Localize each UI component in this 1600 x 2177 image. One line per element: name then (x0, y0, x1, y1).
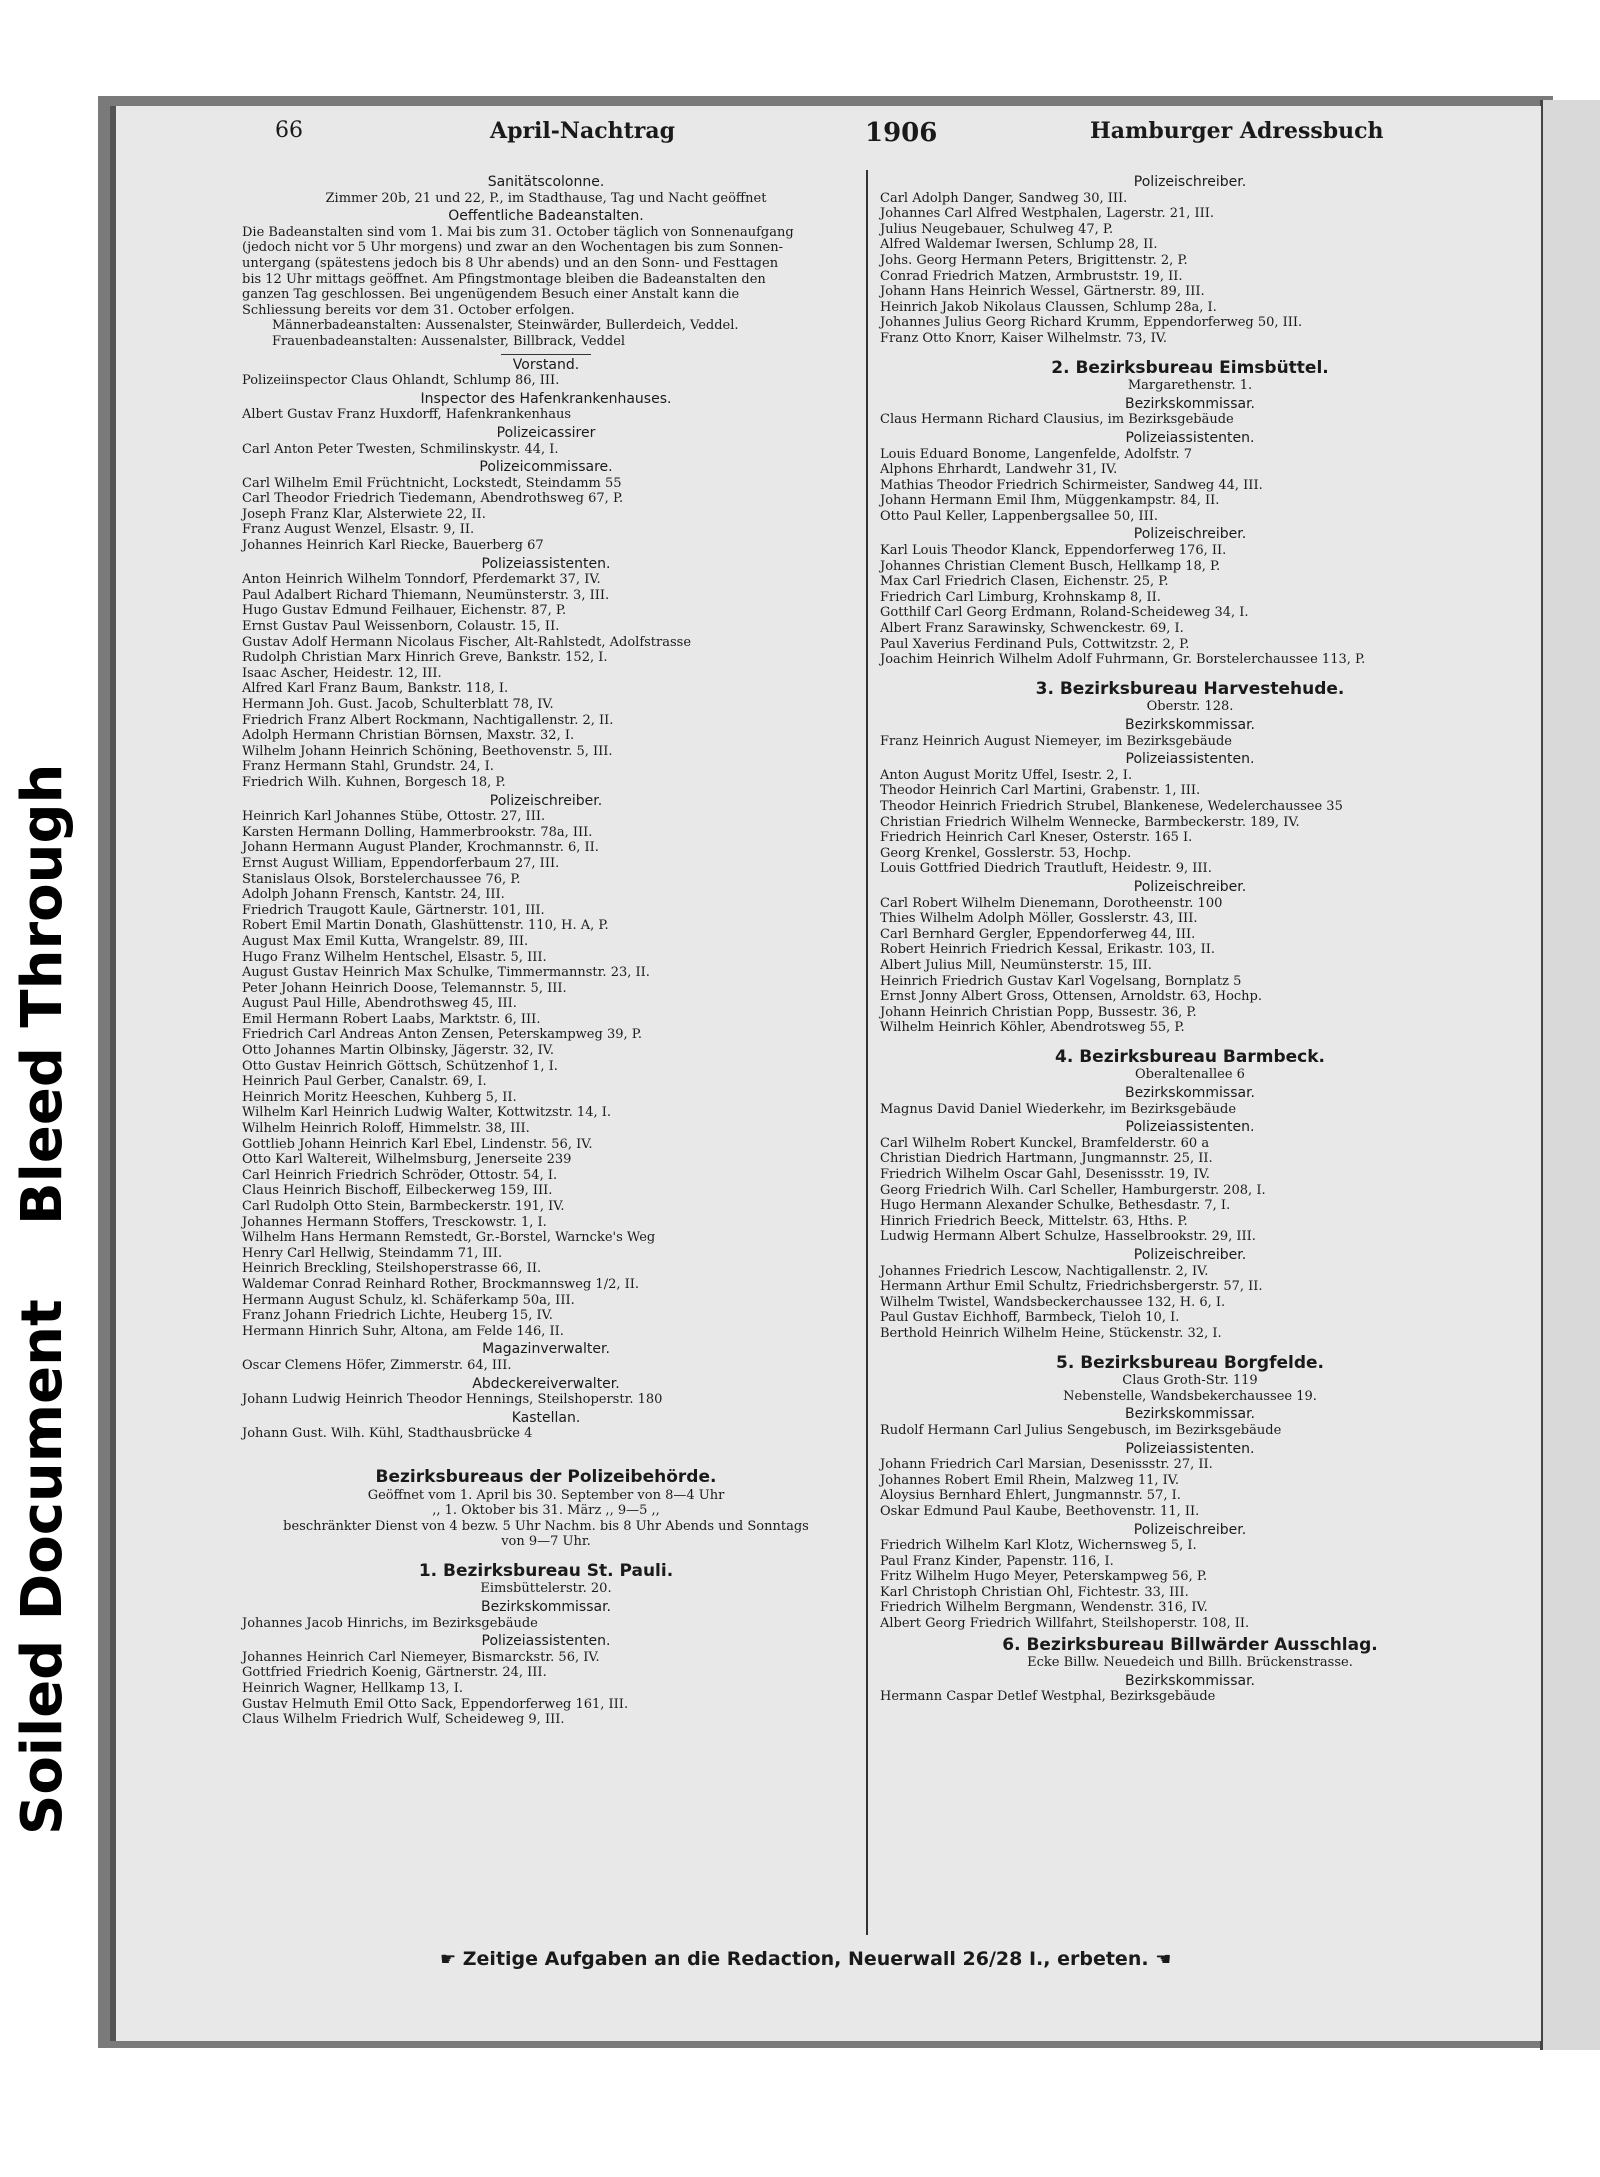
entry-list (242, 1426, 850, 1442)
schreiber-heading: Polizeischreiber. (1133, 1247, 1247, 1263)
list-item: Henry Carl Hellwig, Steindamm 71, III. (242, 1245, 503, 1261)
kommissar-entry: Johannes Jacob Hinrichs, im Bezirksgebäude (242, 1615, 538, 1631)
header-book: Hamburger Adressbuch (1090, 118, 1384, 144)
list-item: Oscar Clemens Höfer, Zimmerstr. 64, III. (242, 1357, 512, 1373)
entry-list (880, 543, 1500, 668)
entry-list (242, 1392, 850, 1408)
right-column (880, 172, 1500, 1705)
assistenten-heading: Polizeiassistenten. (1125, 429, 1255, 446)
list-item: Theodor Heinrich Friedrich Strubel, Blankenese, Wedelerchaussee 35 (880, 798, 1343, 814)
list-item: Albert Julius Mill, Neumünsterstr. 15, III. (880, 957, 1152, 973)
list-item: Wilhelm Twistel, Wandsbeckerchaussee 132, H. 6, I. (880, 1294, 1226, 1310)
schreiber-heading: Polizeischreiber. (1133, 1521, 1247, 1538)
list-item: Johann Hans Heinrich Wessel, Gärtnerstr. 89, III. (880, 284, 1205, 300)
pointing-hand-right-icon: ☛ (440, 1949, 457, 1970)
list-item: Alfred Waldemar Iwersen, Schlump 28, II. (880, 237, 1158, 253)
list-item: Gustav Adolf Hermann Nicolaus Fischer, Alt-Rahlstedt, Adolfstrasse (242, 634, 692, 650)
bureau-heading: 5. Bezirksbureau Borgfelde. (1056, 1352, 1324, 1373)
maenner-line: Männerbadeanstalten: Aussenalster, Steinwärder, Bullerdeich, Veddel. (272, 318, 739, 334)
list-item: (jedoch nicht vor 5 Uhr morgens) und zwar an den Wochentagen bis zum Sonnen- (242, 240, 783, 256)
list-item: Albert Gustav Franz Huxdorff, Hafenkrankenhaus (242, 407, 572, 423)
list-item: Heinrich Paul Gerber, Canalstr. 69, I. (242, 1074, 487, 1090)
list-item: Johannes Hermann Stoffers, Tresckowstr. 1, I. (242, 1214, 547, 1230)
list-item: Friedrich Franz Albert Rockmann, Nachtigallenstr. 2, II. (242, 712, 614, 728)
section-heading: Kastellan. (511, 1409, 581, 1426)
list-item: Otto Paul Keller, Lappenbergsallee 50, III. (880, 508, 1159, 524)
section-heading: Polizeischreiber. (1133, 174, 1247, 190)
list-item: Waldemar Conrad Reinhard Rother, Brockmannsweg 1/2, II. (242, 1276, 640, 1292)
entry-list (880, 191, 1500, 347)
list-item: Albert Franz Sarawinsky, Schwenckestr. 69, I. (880, 621, 1184, 637)
list-item: Adolph Johann Frensch, Kantstr. 24, III. (242, 887, 505, 903)
list-item: Johannes Heinrich Karl Riecke, Bauerberg 67 (242, 538, 544, 554)
kommissar-heading: Bezirkskommissar. (1124, 1406, 1256, 1423)
footer-text: Zeitige Aufgaben an die Redaction, Neuerwall 26/28 I., erbeten. (462, 1948, 1149, 1970)
section-heading: Inspector des Hafenkrankenhauses. (420, 390, 672, 407)
kommissar-heading: Bezirkskommissar. (1124, 717, 1256, 733)
section-heading: Magazinverwalter. (482, 1341, 610, 1358)
list-item: untergang (spätestens jedoch bis 8 Uhr abends) und an den Sonn- und Festtagen (242, 255, 779, 271)
list-item: Johannes Heinrich Carl Niemeyer, Bismarckstr. 56, IV. (242, 1649, 600, 1665)
kommissar-entry: Franz Heinrich August Niemeyer, im Bezirksgebäude (880, 733, 1232, 749)
list-item: Ludwig Hermann Albert Schulze, Hasselbrookstr. 29, III. (880, 1229, 1256, 1245)
column-divider (866, 170, 868, 1935)
list-item: Oskar Edmund Paul Kaube, Beethovenstr. 11, II. (880, 1503, 1200, 1519)
pointing-hand-left-icon: ☚ (1155, 1949, 1172, 1970)
list-item: Carl Rudolph Otto Stein, Barmbeckerstr. 191, IV. (242, 1199, 565, 1214)
list-item: Carl Heinrich Friedrich Schröder, Ottostr. 54, I. (242, 1167, 558, 1183)
hours-line-4: von 9—7 Uhr. (501, 1534, 591, 1550)
bureau-address: Ecke Billw. Neuedeich und Billh. Brückenstrasse. (1027, 1655, 1353, 1671)
entry-list (880, 896, 1500, 1036)
footer-notice (440, 1948, 1340, 1970)
list-item: Stanislaus Olsok, Borstelerchaussee 76, P. (242, 871, 521, 887)
section-heading: Polizeicommissare. (479, 459, 613, 476)
list-item: Schliessung bereits vor dem 31. October erfolgen. (242, 302, 575, 318)
page-header (160, 118, 1384, 158)
list-item: Karsten Hermann Dolling, Hammerbrookstr. 78a, III. (242, 824, 593, 840)
list-item: Johann Gust. Wilh. Kühl, Stadthausbrücke 4 (242, 1426, 533, 1442)
list-item: Isaac Ascher, Heidestr. 12, III. (242, 665, 442, 681)
left-column (242, 172, 850, 1728)
section-heading: Polizeicassirer (496, 424, 596, 441)
list-item: Joseph Franz Klar, Alsterwiete 22, II. (242, 506, 486, 522)
list-item: Friedrich Wilhelm Karl Klotz, Wichernsweg 5, I. (880, 1538, 1197, 1554)
list-item: Johannes Robert Emil Rhein, Malzweg 11, IV. (880, 1472, 1180, 1488)
soiled-document-label: Soiled Document (10, 1299, 75, 1835)
list-item: Emil Hermann Robert Laabs, Marktstr. 6, III. (242, 1011, 541, 1027)
list-item: Heinrich Moritz Heeschen, Kuhberg 5, II. (242, 1089, 517, 1105)
list-item: Friedrich Wilhelm Bergmann, Wendenstr. 316, IV. (880, 1600, 1208, 1616)
list-item: Heinrich Karl Johannes Stübe, Ottostr. 27, III. (242, 809, 546, 825)
entry-list (880, 1457, 1500, 1519)
kommissar-heading: Bezirkskommissar. (480, 1599, 612, 1616)
kommissar-heading: Bezirkskommissar. (1124, 1672, 1256, 1689)
bureau-heading: 3. Bezirksbureau Harvestehude. (1035, 678, 1345, 699)
section-heading: Polizeiassistenten. (481, 555, 611, 572)
list-item: Hugo Franz Wilhelm Hentschel, Elsastr. 5, III. (242, 949, 547, 965)
bureau-address: Claus Groth-Str. 119 (1122, 1373, 1258, 1389)
list-item: ganzen Tag geschlossen. Bei ungenügendem Besuch einer Anstalt kann die (242, 287, 740, 303)
list-item: Gottlieb Johann Heinrich Karl Ebel, Lindenstr. 56, IV. (242, 1136, 593, 1152)
list-item: Alphons Ehrhardt, Landwehr 31, IV. (880, 462, 1118, 478)
list-item: Johannes Carl Alfred Westphalen, Lagerstr. 21, III. (880, 206, 1215, 222)
list-item: Johann Hermann August Plander, Krochmannstr. 6, II. (242, 840, 599, 856)
list-item: Friedrich Carl Andreas Anton Zensen, Peterskampweg 39, P. (242, 1027, 642, 1043)
entry-list (880, 447, 1500, 525)
list-item: Hugo Gustav Edmund Feilhauer, Eichenstr. 87, P. (242, 603, 567, 619)
section-heading: Sanitätscolonne. (487, 174, 605, 190)
entry-list (242, 442, 850, 458)
list-item: Franz Hermann Stahl, Grundstr. 24, I. (242, 759, 494, 775)
list-item: Franz August Wenzel, Elsastr. 9, II. (242, 522, 475, 538)
list-item: Johann Ludwig Heinrich Theodor Hennings, Steilshoperstr. 180 (242, 1392, 663, 1408)
section-heading: Abdeckereiverwalter. (472, 1375, 620, 1392)
list-item: Franz Johann Friedrich Lichte, Heuberg 15, IV. (242, 1308, 553, 1324)
list-item: August Gustav Heinrich Max Schulke, Timmermannstr. 23, II. (242, 965, 650, 981)
entry-list (242, 373, 850, 389)
list-item: Johannes Friedrich Lescow, Nachtigallenstr. 2, IV. (880, 1263, 1209, 1279)
assistenten-heading: Polizeiassistenten. (481, 1633, 611, 1650)
list-item: Wilhelm Heinrich Köhler, Abendrotsweg 55, P. (880, 1020, 1185, 1036)
list-item: Max Carl Friedrich Clasen, Eichenstr. 25, P. (880, 574, 1169, 590)
entry-list (880, 1136, 1500, 1245)
list-item: Robert Heinrich Friedrich Kessal, Erikastr. 103, II. (880, 942, 1215, 958)
entry-list (242, 1650, 850, 1728)
list-item: Friedrich Wilh. Kuhnen, Borgesch 18, P. (242, 774, 506, 790)
frauen-line: Frauenbadeanstalten: Aussenalster, Billbrack, Veddel (272, 333, 626, 349)
list-item: Carl Wilhelm Emil Früchtnicht, Lockstedt, Steindamm 55 (242, 475, 622, 491)
side-label-strip (0, 0, 90, 2177)
list-item: Paul Xaverius Ferdinand Puls, Cottwitzstr. 2, P. (880, 636, 1190, 652)
list-item: Hermann Hinrich Suhr, Altona, am Felde 146, II. (242, 1323, 564, 1339)
list-item: Alfred Karl Franz Baum, Bankstr. 118, I. (242, 681, 509, 697)
list-item: Polizeiinspector Claus Ohlandt, Schlump 86, III. (242, 373, 560, 389)
entry-list (242, 809, 850, 1339)
kommissar-entry: Magnus David Daniel Wiederkehr, im Bezirksgebäude (880, 1101, 1237, 1117)
list-item: Wilhelm Heinrich Roloff, Himmelstr. 38, III. (242, 1121, 530, 1137)
list-item: Paul Franz Kinder, Papenstr. 116, I. (880, 1553, 1114, 1569)
kommissar-heading: Bezirkskommissar. (1124, 1085, 1256, 1102)
list-item: Carl Theodor Friedrich Tiedemann, Abendrothsweg 67, P. (242, 491, 624, 507)
list-item: Carl Bernhard Gergler, Eppendorferweg 44, III. (880, 926, 1196, 942)
list-item: Berthold Heinrich Wilhelm Heine, Stückenstr. 32, I. (880, 1325, 1222, 1341)
list-item: Friedrich Heinrich Carl Kneser, Osterstr. 165 I. (880, 830, 1193, 846)
list-item: Die Badeanstalten sind vom 1. Mai bis zum 31. October täglich von Sonnenaufgang (242, 224, 794, 240)
bureau-address: Eimsbüttelerstr. 20. (480, 1581, 612, 1597)
list-item: Franz Otto Knorr, Kaiser Wilhelmstr. 73, IV. (880, 330, 1168, 346)
list-item: Karl Louis Theodor Klanck, Eppendorferweg 176, II. (880, 543, 1227, 559)
list-item: Carl Anton Peter Twesten, Schmilinskystr. 44, I. (242, 441, 559, 457)
list-item: Robert Emil Martin Donath, Glashüttenstr. 110, H. A, P. (242, 918, 609, 934)
list-item: Mathias Theodor Friedrich Schirmeister, Sandweg 44, III. (880, 477, 1263, 493)
list-item: Ernst Gustav Paul Weissenborn, Colaustr. 15, II. (242, 619, 560, 635)
list-item: Joachim Heinrich Wilhelm Adolf Fuhrmann, Gr. Borstelerchaussee 113, P. (880, 652, 1366, 668)
hours-line-3: beschränkter Dienst von 4 bezw. 5 Uhr Nachm. bis 8 Uhr Abends und Sonntags (283, 1518, 809, 1534)
list-item: Johann Heinrich Christian Popp, Bussestr. 36, P. (880, 1004, 1197, 1020)
list-item: Johannes Julius Georg Richard Krumm, Eppendorferweg 50, III. (880, 315, 1303, 331)
bezirksbureaus-heading: Bezirksbureaus der Polizeibehörde. (375, 1466, 717, 1487)
list-item: Wilhelm Karl Heinrich Ludwig Walter, Kottwitzstr. 14, I. (242, 1105, 612, 1121)
bureau-nebenstelle: Nebenstelle, Wandsbekerchaussee 19. (1063, 1388, 1317, 1404)
list-item: Paul Gustav Eichhoff, Barmbeck, Tieloh 10, I. (880, 1310, 1180, 1326)
bureau-address: Oberstr. 128. (1146, 699, 1234, 715)
list-item: Fritz Wilhelm Hugo Meyer, Peterskampweg 56, P. (880, 1569, 1208, 1585)
list-item: Gotthilf Carl Georg Erdmann, Roland-Scheideweg 34, I. (880, 605, 1249, 621)
entry-list (242, 572, 850, 790)
entry-list (242, 1358, 850, 1374)
list-item: Friedrich Traugott Kaule, Gärtnerstr. 101, III. (242, 902, 545, 918)
list-item: Wilhelm Hans Hermann Remstedt, Gr.-Borstel, Warncke's Weg (242, 1230, 656, 1246)
list-item: Otto Johannes Martin Olbinsky, Jägerstr. 32, IV. (242, 1043, 555, 1059)
bureau-address: Oberaltenallee 6 (1135, 1067, 1245, 1083)
schreiber-heading: Polizeischreiber. (1133, 878, 1247, 895)
section-line: Zimmer 20b, 21 und 22, P., im Stadthause, Tag und Nacht geöffnet (325, 190, 767, 206)
list-item: Georg Krenkel, Gosslerstr. 53, Hochp. (880, 845, 1132, 861)
list-item: Paul Adalbert Richard Thiemann, Neumünsterstr. 3, III. (242, 587, 610, 603)
assistenten-heading: Polizeiassistenten. (1125, 1440, 1255, 1457)
assistenten-heading: Polizeiassistenten. (1125, 1119, 1255, 1136)
list-item: Christian Friedrich Wilhelm Wennecke, Barmbeckerstr. 189, IV. (880, 814, 1300, 830)
schreiber-heading: Polizeischreiber. (1133, 526, 1247, 543)
section-rule (501, 354, 591, 355)
list-item: Carl Adolph Danger, Sandweg 30, III. (880, 190, 1128, 206)
bureau-heading: 6. Bezirksbureau Billwärder Ausschlag. (1002, 1634, 1378, 1655)
hours-line-1: Geöffnet vom 1. April bis 30. September von 8—4 Uhr (367, 1487, 725, 1503)
list-item: Heinrich Breckling, Steilshoperstrasse 66, II. (242, 1261, 542, 1277)
list-item: Johann Friedrich Carl Marsian, Desenissstr. 27, II. (880, 1457, 1213, 1473)
assistenten-heading: Polizeiassistenten. (1125, 751, 1255, 768)
bureau-address: Margarethenstr. 1. (1127, 378, 1253, 394)
list-item: Louis Eduard Bonome, Langenfelde, Adolfstr. 7 (880, 446, 1193, 462)
list-item: Theodor Heinrich Carl Martini, Grabenstr. 1, III. (880, 783, 1201, 799)
list-item: Louis Gottfried Diedrich Trautluft, Heidestr. 9, III. (880, 861, 1212, 877)
kommissar-entry: Hermann Caspar Detlef Westphal, Bezirksgebäude (880, 1689, 1216, 1705)
list-item: Georg Friedrich Wilh. Carl Scheller, Hamburgerstr. 208, I. (880, 1182, 1266, 1198)
list-item: Peter Johann Heinrich Doose, Telemannstr. 5, III. (242, 980, 567, 996)
list-item: Anton August Moritz Uffel, Isestr. 2, I. (880, 767, 1133, 783)
list-item: Heinrich Friedrich Gustav Karl Vogelsang, Bornplatz 5 (880, 973, 1242, 989)
list-item: Anton Heinrich Wilhelm Tonndorf, Pferdemarkt 37, IV. (242, 572, 601, 588)
list-item: Hugo Hermann Alexander Schulke, Bethesdastr. 7, I. (880, 1198, 1231, 1214)
next-page-edge (1540, 100, 1600, 2050)
header-title: April-Nachtrag (490, 118, 676, 144)
section-heading: Oeffentliche Badeanstalten. (448, 208, 644, 225)
list-item: Otto Karl Waltereit, Wilhelmsburg, Jenerseite 239 (242, 1152, 572, 1168)
list-item: Friedrich Carl Limburg, Krohnskamp 8, II. (880, 589, 1161, 605)
list-item: Hermann Arthur Emil Schultz, Friedrichsbergerstr. 57, II. (880, 1279, 1263, 1295)
page-number: 66 (275, 118, 303, 143)
list-item: Karl Christoph Christian Ohl, Fichtestr. 33, III. (880, 1584, 1189, 1600)
list-item: Johs. Georg Hermann Peters, Brigittenstr. 2, P. (880, 252, 1188, 268)
list-item: Hermann August Schulz, kl. Schäferkamp 50a, III. (242, 1292, 575, 1308)
list-item: Albert Georg Friedrich Willfahrt, Steilshoperstr. 108, II. (880, 1616, 1250, 1632)
header-year: 1906 (865, 118, 938, 148)
list-item: Gottfried Friedrich Koenig, Gärtnerstr. 24, III. (242, 1665, 547, 1681)
list-item: August Max Emil Kutta, Wrangelstr. 89, III. (242, 933, 529, 949)
list-item: Claus Heinrich Bischoff, Eilbeckerweg 159, III. (242, 1183, 553, 1199)
list-item: Ernst August William, Eppendorferbaum 27, III. (242, 855, 560, 871)
entry-list (242, 407, 850, 423)
list-item: Claus Wilhelm Friedrich Wulf, Scheideweg 9, III. (242, 1712, 565, 1728)
list-item: Gustav Helmuth Emil Otto Sack, Eppendorferweg 161, III. (242, 1696, 629, 1712)
list-item: Friedrich Wilhelm Oscar Gahl, Desenissstr. 19, IV. (880, 1167, 1210, 1183)
list-item: Christian Diedrich Hartmann, Jungmannstr. 25, II. (880, 1151, 1213, 1167)
bleed-through-label: Bleed Through (10, 763, 75, 1225)
entry-list (242, 476, 850, 554)
list-item: Heinrich Jakob Nikolaus Claussen, Schlump 28a, I. (880, 299, 1217, 315)
list-item: Carl Wilhelm Robert Kunckel, Bramfelderstr. 60 a (880, 1135, 1210, 1151)
kommissar-heading: Bezirkskommissar. (1124, 395, 1256, 412)
list-item: Ernst Jonny Albert Gross, Ottensen, Arnoldstr. 63, Hochp. (880, 989, 1263, 1005)
list-item: Hermann Joh. Gust. Jacob, Schulterblatt 78, IV. (242, 697, 554, 712)
list-item: Wilhelm Johann Heinrich Schöning, Beethovenstr. 5, III. (242, 743, 613, 759)
entry-list (880, 768, 1500, 877)
list-item: Hinrich Friedrich Beeck, Mittelstr. 63, Hths. P. (880, 1213, 1188, 1229)
kommissar-entry: Rudolf Hermann Carl Julius Sengebusch, im Bezirksgebäude (880, 1422, 1282, 1438)
list-item: Carl Robert Wilhelm Dienemann, Dorotheenstr. 100 (880, 895, 1223, 911)
list-item: Aloysius Bernhard Ehlert, Jungmannstr. 57, I. (880, 1488, 1181, 1504)
bureau-heading: 2. Bezirksbureau Eimsbüttel. (1051, 357, 1329, 378)
list-item: Conrad Friedrich Matzen, Armbruststr. 19, II. (880, 268, 1183, 284)
list-item: Thies Wilhelm Adolph Möller, Gosslerstr. 43, III. (880, 911, 1198, 927)
list-item: Julius Neugebauer, Schulweg 47, P. (880, 221, 1114, 237)
hours-line-2: ,, 1. Oktober bis 31. März ,, 9—5 ,, (432, 1503, 660, 1519)
entry-list (880, 1264, 1500, 1342)
section-heading: Polizeischreiber. (489, 792, 603, 809)
list-item: Johannes Christian Clement Busch, Hellkamp 18, P. (880, 558, 1221, 574)
bureau-heading: 1. Bezirksbureau St. Pauli. (418, 1560, 674, 1581)
kommissar-entry: Claus Hermann Richard Clausius, im Bezirksgebäude (880, 412, 1234, 428)
entry-list (880, 1538, 1500, 1632)
list-item: Rudolph Christian Marx Hinrich Greve, Bankstr. 152, I. (242, 650, 608, 666)
list-item: Otto Gustav Heinrich Göttsch, Schützenhof 1, I. (242, 1058, 558, 1074)
bureau-heading: 4. Bezirksbureau Barmbeck. (1055, 1046, 1325, 1067)
list-item: August Paul Hille, Abendrothsweg 45, III. (242, 996, 517, 1012)
bad-text (242, 225, 850, 319)
list-item: Adolph Hermann Christian Börnsen, Maxstr. 32, I. (242, 728, 575, 744)
list-item: Heinrich Wagner, Hellkamp 13, I. (242, 1681, 463, 1697)
list-item: bis 12 Uhr mittags geöffnet. Am Pfingstmontage bleiben die Badeanstalten den (242, 271, 766, 287)
section-heading: Vorstand. (512, 356, 580, 373)
list-item: Johann Hermann Emil Ihm, Müggenkampstr. 84, II. (880, 493, 1220, 509)
